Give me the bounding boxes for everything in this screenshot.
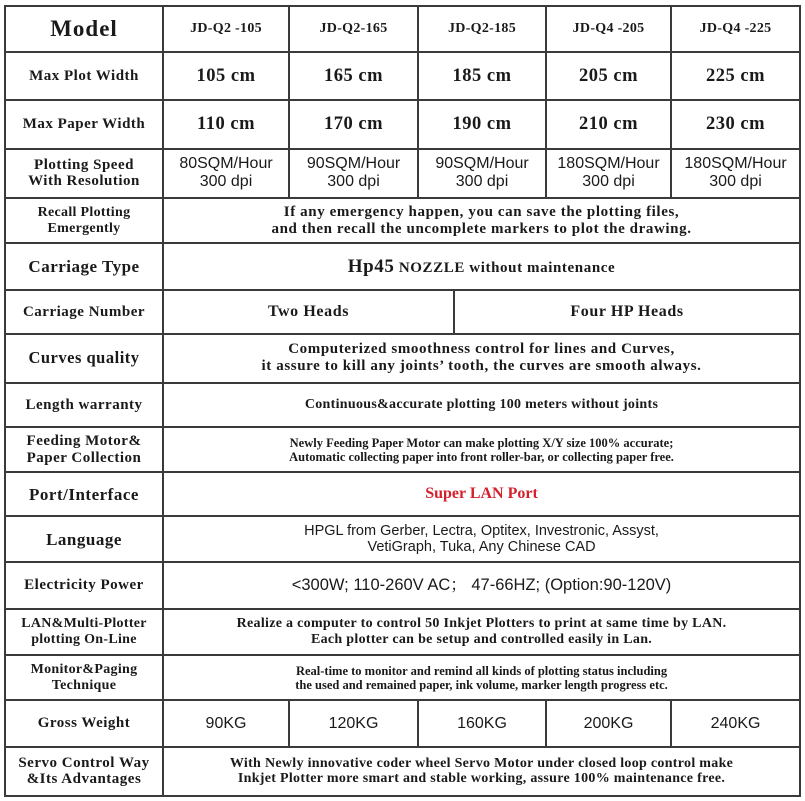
row-label: Max Plot Width (5, 52, 163, 100)
text-line: With Newly innovative coder wheel Servo Motor under closed loop control make (229, 755, 734, 771)
label-line: Emergently (47, 220, 121, 236)
weight-value: 160KG (418, 700, 546, 746)
row-label: Carriage Number (5, 290, 163, 333)
row-recall-plotting (5, 198, 800, 243)
label-line: Recall Plotting (37, 204, 131, 220)
row-label: Length warranty (5, 383, 163, 427)
label-line: &Its Advantages (26, 771, 142, 788)
label-line: plotting On-Line (31, 632, 137, 648)
row-servo-control (5, 747, 800, 796)
text-line: Each plotter can be setup and controlled easily in Lan. (310, 632, 653, 648)
row-language (5, 516, 800, 561)
text-line: Automatic collecting paper into front roller-bar, or collecting paper free. (289, 449, 674, 464)
resolution-value: 300 dpi (199, 173, 253, 191)
row-label: Curves quality (5, 334, 163, 383)
carriage-number-value: Four HP Heads (454, 290, 800, 333)
text-line: it assure to kill any joints’ tooth, the curves are smooth always. (261, 358, 702, 375)
monitor-paging-text (163, 655, 800, 700)
row-electricity-power (5, 562, 800, 609)
label-line: LAN&Multi-Plotter (21, 616, 147, 632)
row-lan-multi-plotter (5, 609, 800, 655)
row-carriage-type (5, 243, 800, 290)
row-port-interface (5, 472, 800, 516)
electricity-power-text: <300W; 110-260V AC； 47-66HZ; (Option:90-120V) (163, 562, 800, 609)
row-curves-quality (5, 334, 800, 383)
row-label (5, 149, 163, 198)
speed-cell (671, 149, 800, 198)
length-warranty-text: Continuous&accurate plotting 100 meters without joints (163, 383, 800, 427)
row-length-warranty (5, 383, 800, 427)
label-line: Technique (51, 677, 117, 693)
text-line: If any emergency happen, you can save the plotting files, (283, 203, 680, 220)
row-max-paper-width (5, 100, 800, 148)
speed-value: 90SQM/Hour (306, 155, 401, 173)
row-carriage-number (5, 290, 800, 333)
label-line: Feeding Motor& (26, 432, 142, 449)
paper-width-value: 210 cm (546, 100, 671, 148)
label-line: Plotting Speed (34, 156, 134, 173)
hp45-brand: Hp45 (347, 256, 395, 278)
plot-width-value: 185 cm (418, 52, 546, 100)
model-name: JD-Q2-185 (418, 6, 546, 52)
row-label: Port/Interface (5, 472, 163, 516)
speed-cell (546, 149, 671, 198)
text-line: HPGL from Gerber, Lectra, Optitex, Investronic, Assyst, (304, 522, 659, 539)
resolution-value: 300 dpi (455, 173, 509, 191)
label-line: Monitor&Paging (30, 662, 138, 678)
text-line: Newly Feeding Paper Motor can make plotting X/Y size 100% accurate; (289, 435, 674, 450)
row-monitor-paging (5, 655, 800, 700)
row-label (5, 609, 163, 655)
row-label (5, 747, 163, 796)
text-line: Realize a computer to control 50 Inkjet Plotters to print at same time by LAN. (236, 616, 727, 632)
model-label: Model (5, 6, 163, 52)
row-label: Carriage Type (5, 243, 163, 290)
row-label (5, 655, 163, 700)
text-line: the used and remained paper, ink volume, marker length progress etc. (295, 677, 668, 692)
row-label: Electricity Power (5, 562, 163, 609)
weight-value: 240KG (671, 700, 800, 746)
plot-width-value: 205 cm (546, 52, 671, 100)
model-name: JD-Q2 -105 (163, 6, 289, 52)
row-label: Language (5, 516, 163, 561)
weight-value: 120KG (289, 700, 418, 746)
plot-width-value: 165 cm (289, 52, 418, 100)
text-line: VetiGraph, Tuka, Any Chinese CAD (367, 539, 596, 556)
row-max-plot-width (5, 52, 800, 100)
weight-value: 200KG (546, 700, 671, 746)
speed-value: 90SQM/Hour (435, 155, 529, 173)
row-label: Max Paper Width (5, 100, 163, 148)
port-interface-text: Super LAN Port (163, 472, 800, 516)
resolution-value: 300 dpi (327, 173, 380, 191)
speed-cell (289, 149, 418, 198)
text-line: Computerized smoothness control for lines and Curves, (288, 341, 675, 358)
row-model (5, 6, 800, 52)
weight-value: 90KG (163, 700, 289, 746)
row-label (5, 198, 163, 243)
model-name: JD-Q4 -205 (546, 6, 671, 52)
speed-cell (418, 149, 546, 198)
plot-width-value: 105 cm (163, 52, 289, 100)
carriage-type-desc: NOZZLE without maintenance (394, 260, 616, 277)
feeding-motor-text (163, 427, 800, 472)
row-feeding-motor (5, 427, 800, 472)
text-line: Real-time to monitor and remind all kinds of plotting status including (295, 663, 668, 678)
row-gross-weight (5, 700, 800, 746)
curves-quality-text (163, 334, 800, 383)
text-line: and then recall the uncomplete markers to plot the drawing. (271, 220, 692, 237)
speed-value: 180SQM/Hour (557, 155, 660, 173)
text-line: Inkjet Plotter more smart and stable working, assure 100% maintenance free. (237, 771, 726, 787)
plot-width-value: 225 cm (671, 52, 800, 100)
label-line: Paper Collection (26, 449, 142, 466)
lan-multi-plotter-text (163, 609, 800, 655)
resolution-value: 300 dpi (709, 173, 762, 191)
servo-control-text (163, 747, 800, 796)
row-plotting-speed (5, 149, 800, 198)
paper-width-value: 190 cm (418, 100, 546, 148)
label-line: Servo Control Way (18, 754, 150, 771)
speed-cell (163, 149, 289, 198)
row-label: Gross Weight (5, 700, 163, 746)
carriage-number-value: Two Heads (163, 290, 454, 333)
paper-width-value: 110 cm (163, 100, 289, 148)
paper-width-value: 170 cm (289, 100, 418, 148)
model-name: JD-Q4 -225 (671, 6, 800, 52)
spec-table (4, 5, 801, 797)
speed-value: 180SQM/Hour (684, 155, 787, 173)
resolution-value: 300 dpi (582, 173, 635, 191)
recall-plotting-text (163, 198, 800, 243)
carriage-type-text (163, 243, 800, 290)
label-line: With Resolution (28, 173, 140, 190)
language-text (163, 516, 800, 561)
speed-value: 80SQM/Hour (179, 155, 273, 173)
paper-width-value: 230 cm (671, 100, 800, 148)
row-label (5, 427, 163, 472)
model-name: JD-Q2-165 (289, 6, 418, 52)
